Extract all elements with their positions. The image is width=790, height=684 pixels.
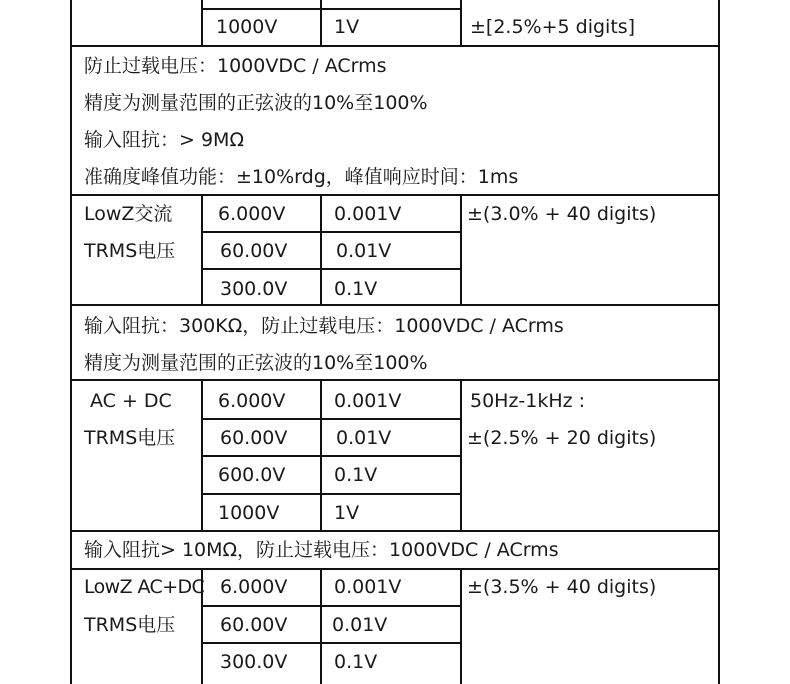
row-line: [70, 379, 720, 381]
function-label: TRMS电压: [84, 614, 176, 636]
row-line: [70, 530, 720, 532]
note-line: 精度为测量范围的正弦波的10%至100%: [84, 352, 428, 374]
col-line: [320, 195, 322, 305]
accuracy-cell: ±(3.0% + 40 digits): [467, 203, 657, 225]
range-cell: 300.0V: [220, 651, 288, 673]
accuracy-cell: ±(3.5% + 40 digits): [467, 576, 657, 598]
range-cell: 300.0V: [220, 278, 288, 300]
range-cell: 6.000V: [218, 203, 286, 225]
resolution-cell: 0.1V: [334, 278, 378, 300]
note-line: 输入阻抗：300KΩ，防止过载电压：1000VDC / ACrms: [84, 315, 564, 337]
row-line: [70, 304, 720, 306]
note-line: 准确度峰值功能：±10%rdg，峰值响应时间：1ms: [84, 166, 519, 188]
note-line: 防止过载电压：1000VDC / ACrms: [84, 55, 387, 77]
range-cell: 6.000V: [218, 390, 286, 412]
range-cell: 1000V: [216, 16, 278, 38]
resolution-cell: 0.1V: [334, 651, 378, 673]
resolution-cell: 1V: [334, 502, 360, 524]
note-line: 输入阻抗> 10MΩ，防止过载电压：1000VDC / ACrms: [84, 539, 559, 561]
note-line: 输入阻抗：> 9MΩ: [84, 129, 244, 151]
sub-row-line: [201, 418, 462, 420]
sub-row-line: [201, 231, 462, 233]
col-line: [460, 569, 462, 684]
resolution-cell: 0.001V: [334, 390, 402, 412]
resolution-cell: 0.01V: [332, 614, 388, 636]
row-line: [70, 568, 720, 570]
table-border-right: [718, 0, 720, 684]
resolution-cell: 0.001V: [334, 576, 402, 598]
resolution-cell: 0.1V: [334, 464, 378, 486]
resolution-cell: 0.001V: [334, 203, 402, 225]
col-line: [460, 195, 462, 305]
sub-row-line: [201, 493, 462, 495]
table-border-left: [70, 0, 72, 684]
range-cell: 6.000V: [220, 576, 288, 598]
function-label: TRMS电压: [84, 427, 176, 449]
resolution-cell: 1V: [334, 16, 360, 38]
function-label: LowZ AC+DC: [84, 576, 205, 598]
accuracy-cell: 50Hz-1kHz :: [470, 390, 586, 412]
range-cell: 60.00V: [220, 614, 288, 636]
function-label: LowZ交流: [84, 203, 173, 225]
sub-row-line: [201, 455, 462, 457]
function-label: TRMS电压: [84, 240, 176, 262]
resolution-cell: 0.01V: [336, 427, 392, 449]
note-line: 精度为测量范围的正弦波的10%至100%: [84, 92, 428, 114]
row-line: [70, 194, 720, 196]
function-label: AC + DC: [90, 390, 172, 412]
sub-row-line: [201, 642, 462, 644]
row-line: [70, 45, 720, 47]
sub-row-line: [201, 605, 462, 607]
range-cell: 60.00V: [220, 427, 288, 449]
sub-row-line: [201, 8, 462, 10]
resolution-cell: 0.01V: [336, 240, 392, 262]
accuracy-cell: ±(2.5% + 20 digits): [467, 427, 657, 449]
col-line: [201, 195, 203, 305]
range-cell: 600.0V: [218, 464, 286, 486]
accuracy-cell: ±[2.5%+5 digits]: [470, 16, 636, 38]
range-cell: 1000V: [218, 502, 280, 524]
range-cell: 60.00V: [220, 240, 288, 262]
col-line: [320, 569, 322, 684]
sub-row-line: [201, 268, 462, 270]
